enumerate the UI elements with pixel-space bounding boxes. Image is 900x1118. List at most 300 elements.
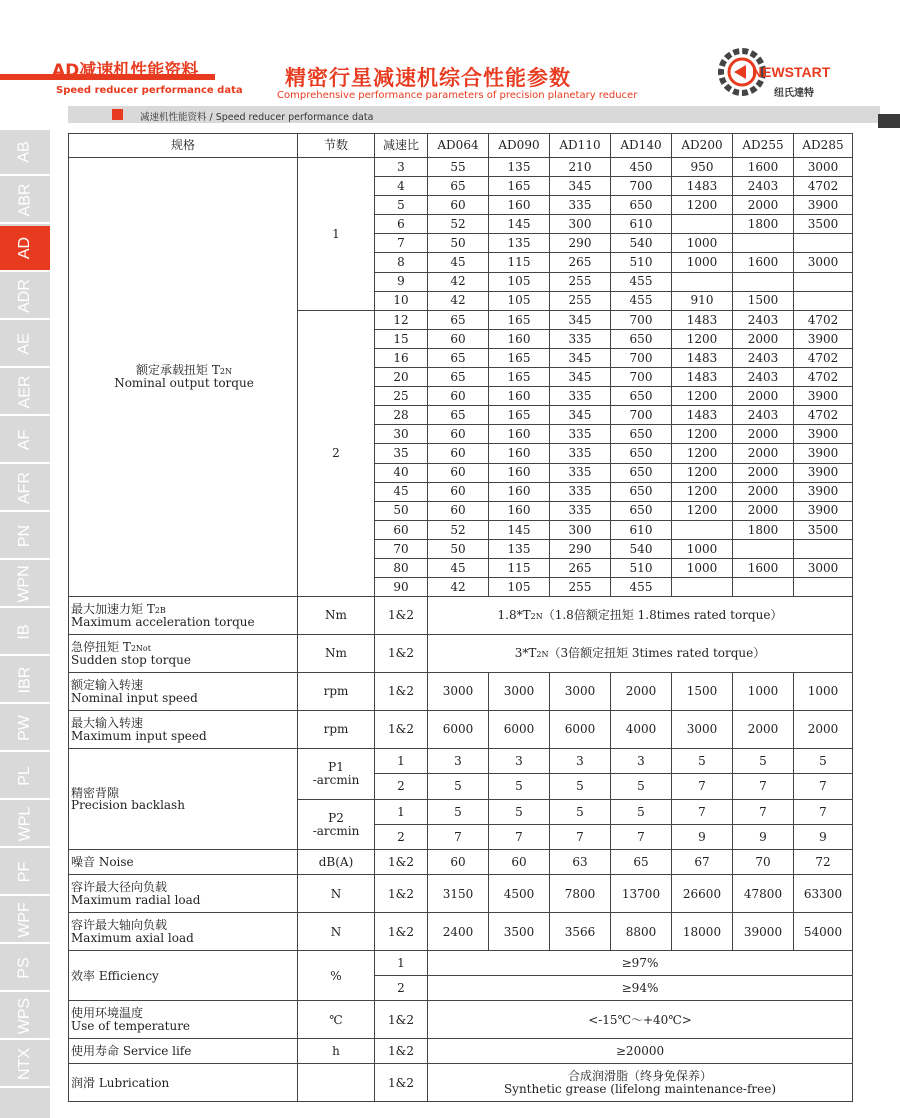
table-cell: 10 — [375, 291, 428, 310]
table-cell: 3000 — [489, 673, 550, 711]
table-cell: 8800 — [611, 913, 672, 951]
param-label: 容许最大径向负载 Maximum radial load — [69, 875, 298, 913]
table-cell: 160 — [489, 329, 550, 348]
table-cell: 70 — [375, 539, 428, 558]
table-cell: 5 — [672, 749, 733, 774]
table-cell: 2000 — [733, 387, 794, 406]
table-cell: 30 — [375, 425, 428, 444]
sidebar-item-label: WPS — [15, 997, 33, 1035]
table-cell — [794, 272, 853, 291]
sidebar-item-label: WPL — [15, 806, 33, 842]
table-cell: 3 — [550, 749, 611, 774]
table-cell: 42 — [428, 291, 489, 310]
sidebar-item-pn[interactable] — [0, 514, 50, 560]
table-cell: 60 — [428, 850, 489, 875]
stage-cell: 2 — [298, 310, 375, 596]
table-cell: 210 — [550, 158, 611, 177]
table-cell: 2403 — [733, 310, 794, 329]
table-row — [69, 913, 853, 951]
param-label: 最大加速力矩 T2B Maximum acceleration torque — [69, 597, 298, 635]
backlash-label: 精密背隙 Precision backlash — [69, 749, 298, 850]
table-cell: 650 — [611, 444, 672, 463]
unit-cell: Nm — [298, 635, 375, 673]
table-cell: 300 — [550, 520, 611, 539]
unit-cell: Nm — [298, 597, 375, 635]
table-cell: 335 — [550, 444, 611, 463]
table-cell: 5 — [550, 799, 611, 824]
table-cell: 1483 — [672, 177, 733, 196]
sidebar-item-label: AB — [16, 141, 33, 163]
table-cell: 2 — [375, 825, 428, 850]
table-cell: 55 — [428, 158, 489, 177]
table-cell: 160 — [489, 387, 550, 406]
param-label: 噪音 Noise — [69, 850, 298, 875]
sidebar-item-pf[interactable] — [0, 850, 50, 896]
table-cell: 2000 — [733, 425, 794, 444]
stage-cell: 1&2 — [375, 635, 428, 673]
table-cell: 700 — [611, 368, 672, 387]
table-cell: 700 — [611, 406, 672, 425]
table-cell: 7 — [489, 825, 550, 850]
table-row — [69, 1001, 853, 1039]
stage-cell: 1 — [298, 158, 375, 311]
table-cell: 65 — [428, 368, 489, 387]
table-cell: 3500 — [794, 520, 853, 539]
table-row — [69, 875, 853, 913]
table-cell: 700 — [611, 177, 672, 196]
header-cell: AD285 — [794, 134, 853, 158]
table-row — [69, 158, 853, 177]
unit-cell: h — [298, 1039, 375, 1064]
table-cell: 700 — [611, 348, 672, 367]
table-cell: 8 — [375, 253, 428, 272]
sidebar-item-wpf[interactable] — [0, 898, 50, 944]
table-cell: 650 — [611, 387, 672, 406]
sidebar-item-label: AF — [15, 429, 33, 451]
sidebar-item-label: PN — [15, 524, 33, 548]
table-cell: 2000 — [733, 501, 794, 520]
table-cell: 1200 — [672, 387, 733, 406]
table-cell: 6000 — [550, 711, 611, 749]
table-cell: 540 — [611, 234, 672, 253]
table-cell: 2000 — [733, 711, 794, 749]
sidebar-item-ab[interactable] — [0, 130, 50, 176]
sidebar-item-ntx[interactable] — [0, 1042, 50, 1088]
table-cell: 2403 — [733, 406, 794, 425]
table-cell: 67 — [672, 850, 733, 875]
table-cell: 1600 — [733, 558, 794, 577]
table-cell: 90 — [375, 578, 428, 597]
table-cell: 335 — [550, 463, 611, 482]
table-cell: 60 — [428, 425, 489, 444]
sidebar-item-label: PL — [15, 766, 33, 786]
table-cell: 50 — [375, 501, 428, 520]
table-cell: 1500 — [733, 291, 794, 310]
unit-cell: dB(A) — [298, 850, 375, 875]
merged-value: ≥97% — [428, 951, 853, 976]
table-cell: 5 — [794, 749, 853, 774]
table-cell: 7 — [794, 774, 853, 799]
table-row — [69, 673, 853, 711]
table-cell: 2403 — [733, 348, 794, 367]
table-cell: 1483 — [672, 348, 733, 367]
sidebar-item-pw[interactable] — [0, 706, 50, 752]
table-cell: 345 — [550, 310, 611, 329]
table-cell: 45 — [428, 253, 489, 272]
table-cell: 5 — [428, 774, 489, 799]
table-cell: 2000 — [733, 329, 794, 348]
table-row — [69, 597, 853, 635]
table-cell: 1 — [375, 749, 428, 774]
table-cell: 165 — [489, 348, 550, 367]
table-cell: 335 — [550, 501, 611, 520]
table-cell: 345 — [550, 368, 611, 387]
table-cell: 165 — [489, 177, 550, 196]
sidebar-item-ps[interactable] — [0, 946, 50, 992]
table-cell: 39000 — [733, 913, 794, 951]
merged-value: ≥20000 — [428, 1039, 853, 1064]
table-cell: 510 — [611, 558, 672, 577]
table-cell: 4500 — [489, 875, 550, 913]
table-cell: 105 — [489, 578, 550, 597]
table-cell: 2403 — [733, 368, 794, 387]
param-label: 急停扭矩 T2Not Sudden stop torque — [69, 635, 298, 673]
table-cell: 45 — [428, 558, 489, 577]
table-row — [69, 635, 853, 673]
table-cell: 3000 — [794, 253, 853, 272]
unit-cell: % — [298, 951, 375, 1001]
table-cell: 335 — [550, 196, 611, 215]
table-cell: 1800 — [733, 520, 794, 539]
table-cell: 65 — [611, 850, 672, 875]
table-cell: 3566 — [550, 913, 611, 951]
p2-label: P2 -arcmin — [298, 799, 375, 850]
table-cell: 165 — [489, 310, 550, 329]
table-cell: 9 — [733, 825, 794, 850]
table-cell: 450 — [611, 158, 672, 177]
table-cell: 610 — [611, 215, 672, 234]
table-cell: 1000 — [794, 673, 853, 711]
table-cell: 4702 — [794, 310, 853, 329]
header-cell: AD140 — [611, 134, 672, 158]
table-cell: 1600 — [733, 158, 794, 177]
table-cell: 3000 — [428, 673, 489, 711]
table-cell: 3900 — [794, 387, 853, 406]
sidebar-item-label: IBR — [15, 666, 33, 694]
param-label: 额定输入转速 Nominal input speed — [69, 673, 298, 711]
table-cell: 540 — [611, 539, 672, 558]
unit-cell: rpm — [298, 673, 375, 711]
sidebar-item-af[interactable] — [0, 418, 50, 464]
table-cell: 2000 — [733, 444, 794, 463]
merged-value: <-15℃～+40℃> — [428, 1001, 853, 1039]
table-cell: 1200 — [672, 482, 733, 501]
table-cell: 60 — [428, 501, 489, 520]
table-cell: 3900 — [794, 501, 853, 520]
table-cell: 4702 — [794, 177, 853, 196]
table-cell: 60 — [428, 482, 489, 501]
sidebar-item-afr[interactable] — [0, 466, 50, 512]
table-cell: 2400 — [428, 913, 489, 951]
sidebar-item-pl[interactable] — [0, 754, 50, 800]
table-cell — [794, 234, 853, 253]
table-cell: 52 — [428, 215, 489, 234]
table-cell: 40 — [375, 463, 428, 482]
table-cell: 12 — [375, 310, 428, 329]
stage-cell: 1&2 — [375, 913, 428, 951]
header-cell: 规格 — [69, 134, 298, 158]
sidebar-item-abr[interactable] — [0, 178, 50, 224]
stage-cell: 1&2 — [375, 597, 428, 635]
table-cell: 115 — [489, 558, 550, 577]
table-cell: 5 — [489, 774, 550, 799]
table-cell: 7 — [611, 825, 672, 850]
table-cell: 60 — [428, 196, 489, 215]
table-cell: 455 — [611, 578, 672, 597]
table-cell: 65 — [428, 406, 489, 425]
table-cell — [733, 234, 794, 253]
table-cell: 345 — [550, 177, 611, 196]
table-cell: 7 — [672, 799, 733, 824]
sidebar-item-ad[interactable] — [0, 226, 50, 272]
table-cell: 13700 — [611, 875, 672, 913]
table-cell: 165 — [489, 406, 550, 425]
table-row — [69, 951, 853, 976]
table-cell: 3000 — [550, 673, 611, 711]
table-cell: 950 — [672, 158, 733, 177]
sidebar-item-ae[interactable] — [0, 322, 50, 368]
sidebar-item-label: AE — [16, 333, 33, 355]
table-cell — [672, 272, 733, 291]
sidebar-item-wpn[interactable] — [0, 562, 50, 608]
table-cell: 3500 — [794, 215, 853, 234]
stage-cell: 1&2 — [375, 673, 428, 711]
table-cell: 335 — [550, 329, 611, 348]
table-cell: 2 — [375, 774, 428, 799]
table-cell: 9 — [375, 272, 428, 291]
table-cell: 3000 — [794, 158, 853, 177]
table-cell: 3150 — [428, 875, 489, 913]
sidebar-item-label: AD — [15, 236, 33, 260]
table-cell: 335 — [550, 387, 611, 406]
stage-cell: 1 — [375, 951, 428, 976]
table-cell: 52 — [428, 520, 489, 539]
table-cell: 3 — [611, 749, 672, 774]
table-cell — [794, 291, 853, 310]
table-cell: 65 — [428, 348, 489, 367]
table-cell: 6 — [375, 215, 428, 234]
header-cell: AD200 — [672, 134, 733, 158]
table-cell: 3900 — [794, 444, 853, 463]
table-cell: 345 — [550, 406, 611, 425]
table-cell: 7 — [733, 799, 794, 824]
table-cell: 18000 — [672, 913, 733, 951]
table-cell: 255 — [550, 291, 611, 310]
table-cell: 5 — [550, 774, 611, 799]
table-cell: 7800 — [550, 875, 611, 913]
table-cell: 2403 — [733, 177, 794, 196]
table-cell: 2000 — [794, 711, 853, 749]
sidebar-item-label: WPN — [15, 565, 33, 603]
param-label: 效率 Efficiency — [69, 951, 298, 1001]
table-row — [69, 850, 853, 875]
table-cell: 3900 — [794, 329, 853, 348]
table-cell — [672, 520, 733, 539]
table-cell: 35 — [375, 444, 428, 463]
table-cell: 7 — [672, 774, 733, 799]
table-cell: 160 — [489, 444, 550, 463]
unit-cell: rpm — [298, 711, 375, 749]
table-cell: 26600 — [672, 875, 733, 913]
header-cell: AD090 — [489, 134, 550, 158]
table-cell: 6000 — [489, 711, 550, 749]
section-bar-end — [878, 114, 900, 128]
sidebar-item-wpl[interactable] — [0, 802, 50, 848]
table-cell: 20 — [375, 368, 428, 387]
table-cell: 16 — [375, 348, 428, 367]
table-cell: 1500 — [672, 673, 733, 711]
table-cell: 1483 — [672, 406, 733, 425]
table-cell: 4702 — [794, 368, 853, 387]
sidebar-item-wps[interactable] — [0, 994, 50, 1040]
table-cell: 9 — [672, 825, 733, 850]
table-cell: 1600 — [733, 253, 794, 272]
sidebar-item-aer[interactable] — [0, 370, 50, 416]
header-row — [69, 134, 853, 158]
sidebar-item-label: ADR — [16, 279, 33, 313]
logo-text: NEWSTART — [752, 64, 831, 80]
table-cell: 50 — [428, 234, 489, 253]
sidebar-item-label: PF — [15, 861, 33, 883]
table-cell: 335 — [550, 482, 611, 501]
logo-text-zh: 纽氏達特 — [774, 88, 814, 99]
performance-table — [68, 133, 853, 1102]
header-title: AD减速机性能资料 — [52, 61, 199, 81]
table-cell: 60 — [428, 329, 489, 348]
sidebar — [0, 130, 50, 1118]
sidebar-item-label: WPF — [15, 902, 33, 938]
section-marker-icon — [112, 109, 123, 120]
table-cell: 2000 — [733, 196, 794, 215]
header-cell: AD255 — [733, 134, 794, 158]
unit-cell — [298, 1064, 375, 1102]
table-cell: 4702 — [794, 348, 853, 367]
table-row — [69, 1039, 853, 1064]
table-cell: 290 — [550, 539, 611, 558]
table-cell: 5 — [489, 799, 550, 824]
table-cell: 7 — [428, 825, 489, 850]
table-cell: 160 — [489, 463, 550, 482]
table-cell: 4000 — [611, 711, 672, 749]
stage-cell: 1&2 — [375, 1001, 428, 1039]
table-cell: 510 — [611, 253, 672, 272]
table-cell: 3900 — [794, 196, 853, 215]
param-label: 使用环境温度 Use of temperature — [69, 1001, 298, 1039]
table-cell: 650 — [611, 425, 672, 444]
table-cell: 135 — [489, 234, 550, 253]
table-cell — [672, 215, 733, 234]
table-cell: 135 — [489, 539, 550, 558]
table-cell: 265 — [550, 558, 611, 577]
table-cell: 105 — [489, 291, 550, 310]
unit-cell: N — [298, 913, 375, 951]
table-cell: 72 — [794, 850, 853, 875]
table-cell: 70 — [733, 850, 794, 875]
header-cell: AD110 — [550, 134, 611, 158]
table-cell — [794, 578, 853, 597]
sidebar-item-ibr[interactable] — [0, 658, 50, 704]
table-cell: 160 — [489, 196, 550, 215]
table-cell — [672, 578, 733, 597]
table-cell: 265 — [550, 253, 611, 272]
header-subtitle: Speed reducer performance data — [56, 85, 243, 96]
table-cell: 345 — [550, 348, 611, 367]
sidebar-item-label: PS — [16, 957, 33, 979]
param-label: 使用寿命 Service life — [69, 1039, 298, 1064]
table-cell: 7 — [550, 825, 611, 850]
table-cell — [733, 539, 794, 558]
table-cell: 3 — [428, 749, 489, 774]
table-cell: 60 — [428, 444, 489, 463]
main-title-zh: 精密行星减速机综合性能参数 — [285, 66, 571, 90]
table-cell: 1 — [375, 799, 428, 824]
table-cell — [733, 578, 794, 597]
table-cell: 1000 — [672, 539, 733, 558]
table-cell: 145 — [489, 215, 550, 234]
table-cell: 1000 — [672, 558, 733, 577]
table-cell: 1800 — [733, 215, 794, 234]
table-cell: 3000 — [672, 711, 733, 749]
sidebar-item-label: ABR — [16, 183, 33, 217]
unit-cell: ℃ — [298, 1001, 375, 1039]
section-label: 减速机性能资料 / Speed reducer performance data — [140, 112, 374, 123]
merged-value: 合成润滑脂（终身免保养） Synthetic grease (lifelong maintenance-free) — [428, 1064, 853, 1102]
table-cell: 5 — [375, 196, 428, 215]
table-cell: 2000 — [733, 482, 794, 501]
header-cell: 节数 — [298, 134, 375, 158]
sidebar-item-label: AER — [16, 375, 33, 409]
table-cell: 6000 — [428, 711, 489, 749]
table-cell: 47800 — [733, 875, 794, 913]
sidebar-item-adr[interactable] — [0, 274, 50, 320]
table-cell: 15 — [375, 329, 428, 348]
table-cell: 910 — [672, 291, 733, 310]
table-cell: 1200 — [672, 196, 733, 215]
table-cell: 160 — [489, 482, 550, 501]
table-cell: 4702 — [794, 406, 853, 425]
table-cell: 135 — [489, 158, 550, 177]
table-cell: 160 — [489, 425, 550, 444]
table-cell: 3900 — [794, 425, 853, 444]
table-cell: 5 — [611, 774, 672, 799]
table-cell — [794, 539, 853, 558]
table-cell: 650 — [611, 196, 672, 215]
sidebar-item-ib[interactable] — [0, 610, 50, 656]
table-cell: 300 — [550, 215, 611, 234]
table-cell: 42 — [428, 272, 489, 291]
table-cell: 54000 — [794, 913, 853, 951]
sidebar-item-label: AFR — [16, 472, 33, 504]
table-cell: 42 — [428, 578, 489, 597]
table-cell: 3900 — [794, 463, 853, 482]
table-cell: 5 — [428, 799, 489, 824]
table-cell: 3 — [375, 158, 428, 177]
table-cell: 160 — [489, 501, 550, 520]
table-cell: 1200 — [672, 444, 733, 463]
table-cell: 1200 — [672, 425, 733, 444]
table-row — [69, 711, 853, 749]
sidebar-item-label: NTX — [16, 1048, 33, 1080]
